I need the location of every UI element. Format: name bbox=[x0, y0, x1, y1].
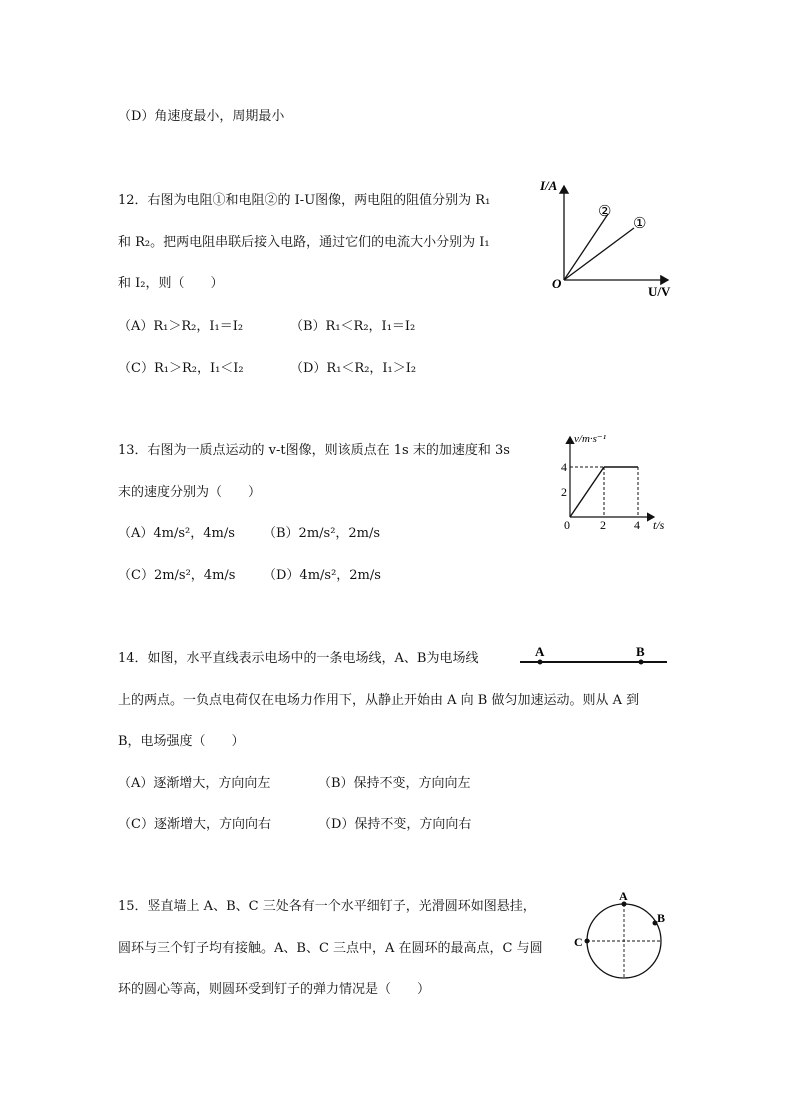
q12-iu-graph bbox=[540, 170, 680, 300]
q15-nail-c bbox=[585, 939, 590, 944]
q13-stem-line1: 13．右图为一质点运动的 v-t图像，则该质点在 1s 末的加速度和 3s bbox=[118, 443, 510, 458]
q13-option-b: （B）2m/s²，2m/s bbox=[263, 526, 381, 541]
q14-label-a: A bbox=[535, 644, 545, 659]
q13-option-a: （A）4m/s²，4m/s bbox=[118, 526, 235, 541]
q13-y-label: v/m·s⁻¹ bbox=[574, 433, 607, 445]
q15-label-a: A bbox=[619, 889, 628, 903]
q13-option-d: （D）4m/s²，2m/s bbox=[263, 568, 381, 583]
q14-option-d: （D）保持不变，方向向右 bbox=[318, 817, 472, 832]
q12-line-resistor1 bbox=[564, 228, 634, 280]
q15-stem-line2: 圆环与三个钉子均有接触。A、B、C 三点中，A 在圆环的最高点，C 与圆 bbox=[118, 941, 543, 956]
q12-x-label: U/V bbox=[648, 284, 671, 299]
q13-x-tick-4: 4 bbox=[634, 518, 640, 532]
q13-x-tick-2: 2 bbox=[600, 518, 606, 532]
q14-option-a: （A）逐渐增大，方向向左 bbox=[118, 776, 271, 791]
q12-origin-label: O bbox=[552, 276, 562, 291]
q14-field-line-figure bbox=[515, 642, 675, 672]
q12-option-a: （A）R₁＞R₂，I₁＝I₂ bbox=[118, 319, 244, 334]
q14-stem-line1: 14．如图，水平直线表示电场中的一条电场线，A、B为电场线 bbox=[118, 651, 479, 666]
q12-option-c: （C）R₁＞R₂，I₁＜I₂ bbox=[118, 361, 244, 376]
q12-line-resistor2 bbox=[564, 214, 608, 280]
q15-stem-line3: 环的圆心等高，则圆环受到钉子的弹力情况是（ ） bbox=[118, 982, 431, 997]
q13-origin-tick: 0 bbox=[564, 518, 570, 532]
q14-point-b bbox=[639, 660, 644, 665]
q12-stem-line1: 12．右图为电阻①和电阻②的 I-U图像，两电阻的阻值分别为 R₁ bbox=[118, 193, 491, 208]
q13-option-c: （C）2m/s²，4m/s bbox=[118, 568, 236, 583]
q14-option-c: （C）逐渐增大，方向向右 bbox=[118, 817, 271, 832]
q12-stem-line2: 和 R₂。把两电阻串联后接入电路，通过它们的电流大小分别为 I₁ bbox=[118, 235, 490, 250]
q15-ring-figure bbox=[568, 888, 678, 988]
q15-label-c: C bbox=[574, 935, 583, 949]
q14-stem-line2: 上的两点。一负点电荷仅在电场力作用下，从静止开始由 A 向 B 做匀加速运动。则从 A 到 bbox=[118, 693, 640, 708]
q13-vt-graph bbox=[558, 425, 678, 535]
q15-stem-line1: 15．竖直墙上 A、B、C 三处各有一个水平细钉子，光滑圆环如图悬挂， bbox=[118, 899, 536, 914]
q13-y-tick-4: 4 bbox=[561, 460, 567, 474]
q14-label-b: B bbox=[636, 644, 645, 659]
q12-y-label: I/A bbox=[540, 178, 558, 193]
q14-stem-line3: B，电场强度（ ） bbox=[118, 734, 245, 749]
q12-stem-line3: 和 I₂，则（ ） bbox=[118, 276, 224, 291]
q12-label-1: ① bbox=[633, 216, 647, 232]
q14-option-b: （B）保持不变，方向向左 bbox=[318, 776, 471, 791]
q12-option-d: （D）R₁＜R₂，I₁＞I₂ bbox=[290, 361, 417, 376]
q12-label-2: ② bbox=[598, 204, 612, 220]
q13-y-tick-2: 2 bbox=[561, 485, 567, 499]
q15-label-b: B bbox=[657, 911, 666, 925]
q13-rising-segment bbox=[570, 467, 604, 517]
q13-x-label: t/s bbox=[653, 518, 665, 532]
q12-option-b: （B）R₁＜R₂，I₁＝I₂ bbox=[290, 319, 416, 334]
q13-stem-line2: 末的速度分别为（ ） bbox=[118, 485, 262, 500]
q14-point-a bbox=[538, 660, 543, 665]
q11-option-d: （D）角速度最小，周期最小 bbox=[118, 109, 285, 124]
